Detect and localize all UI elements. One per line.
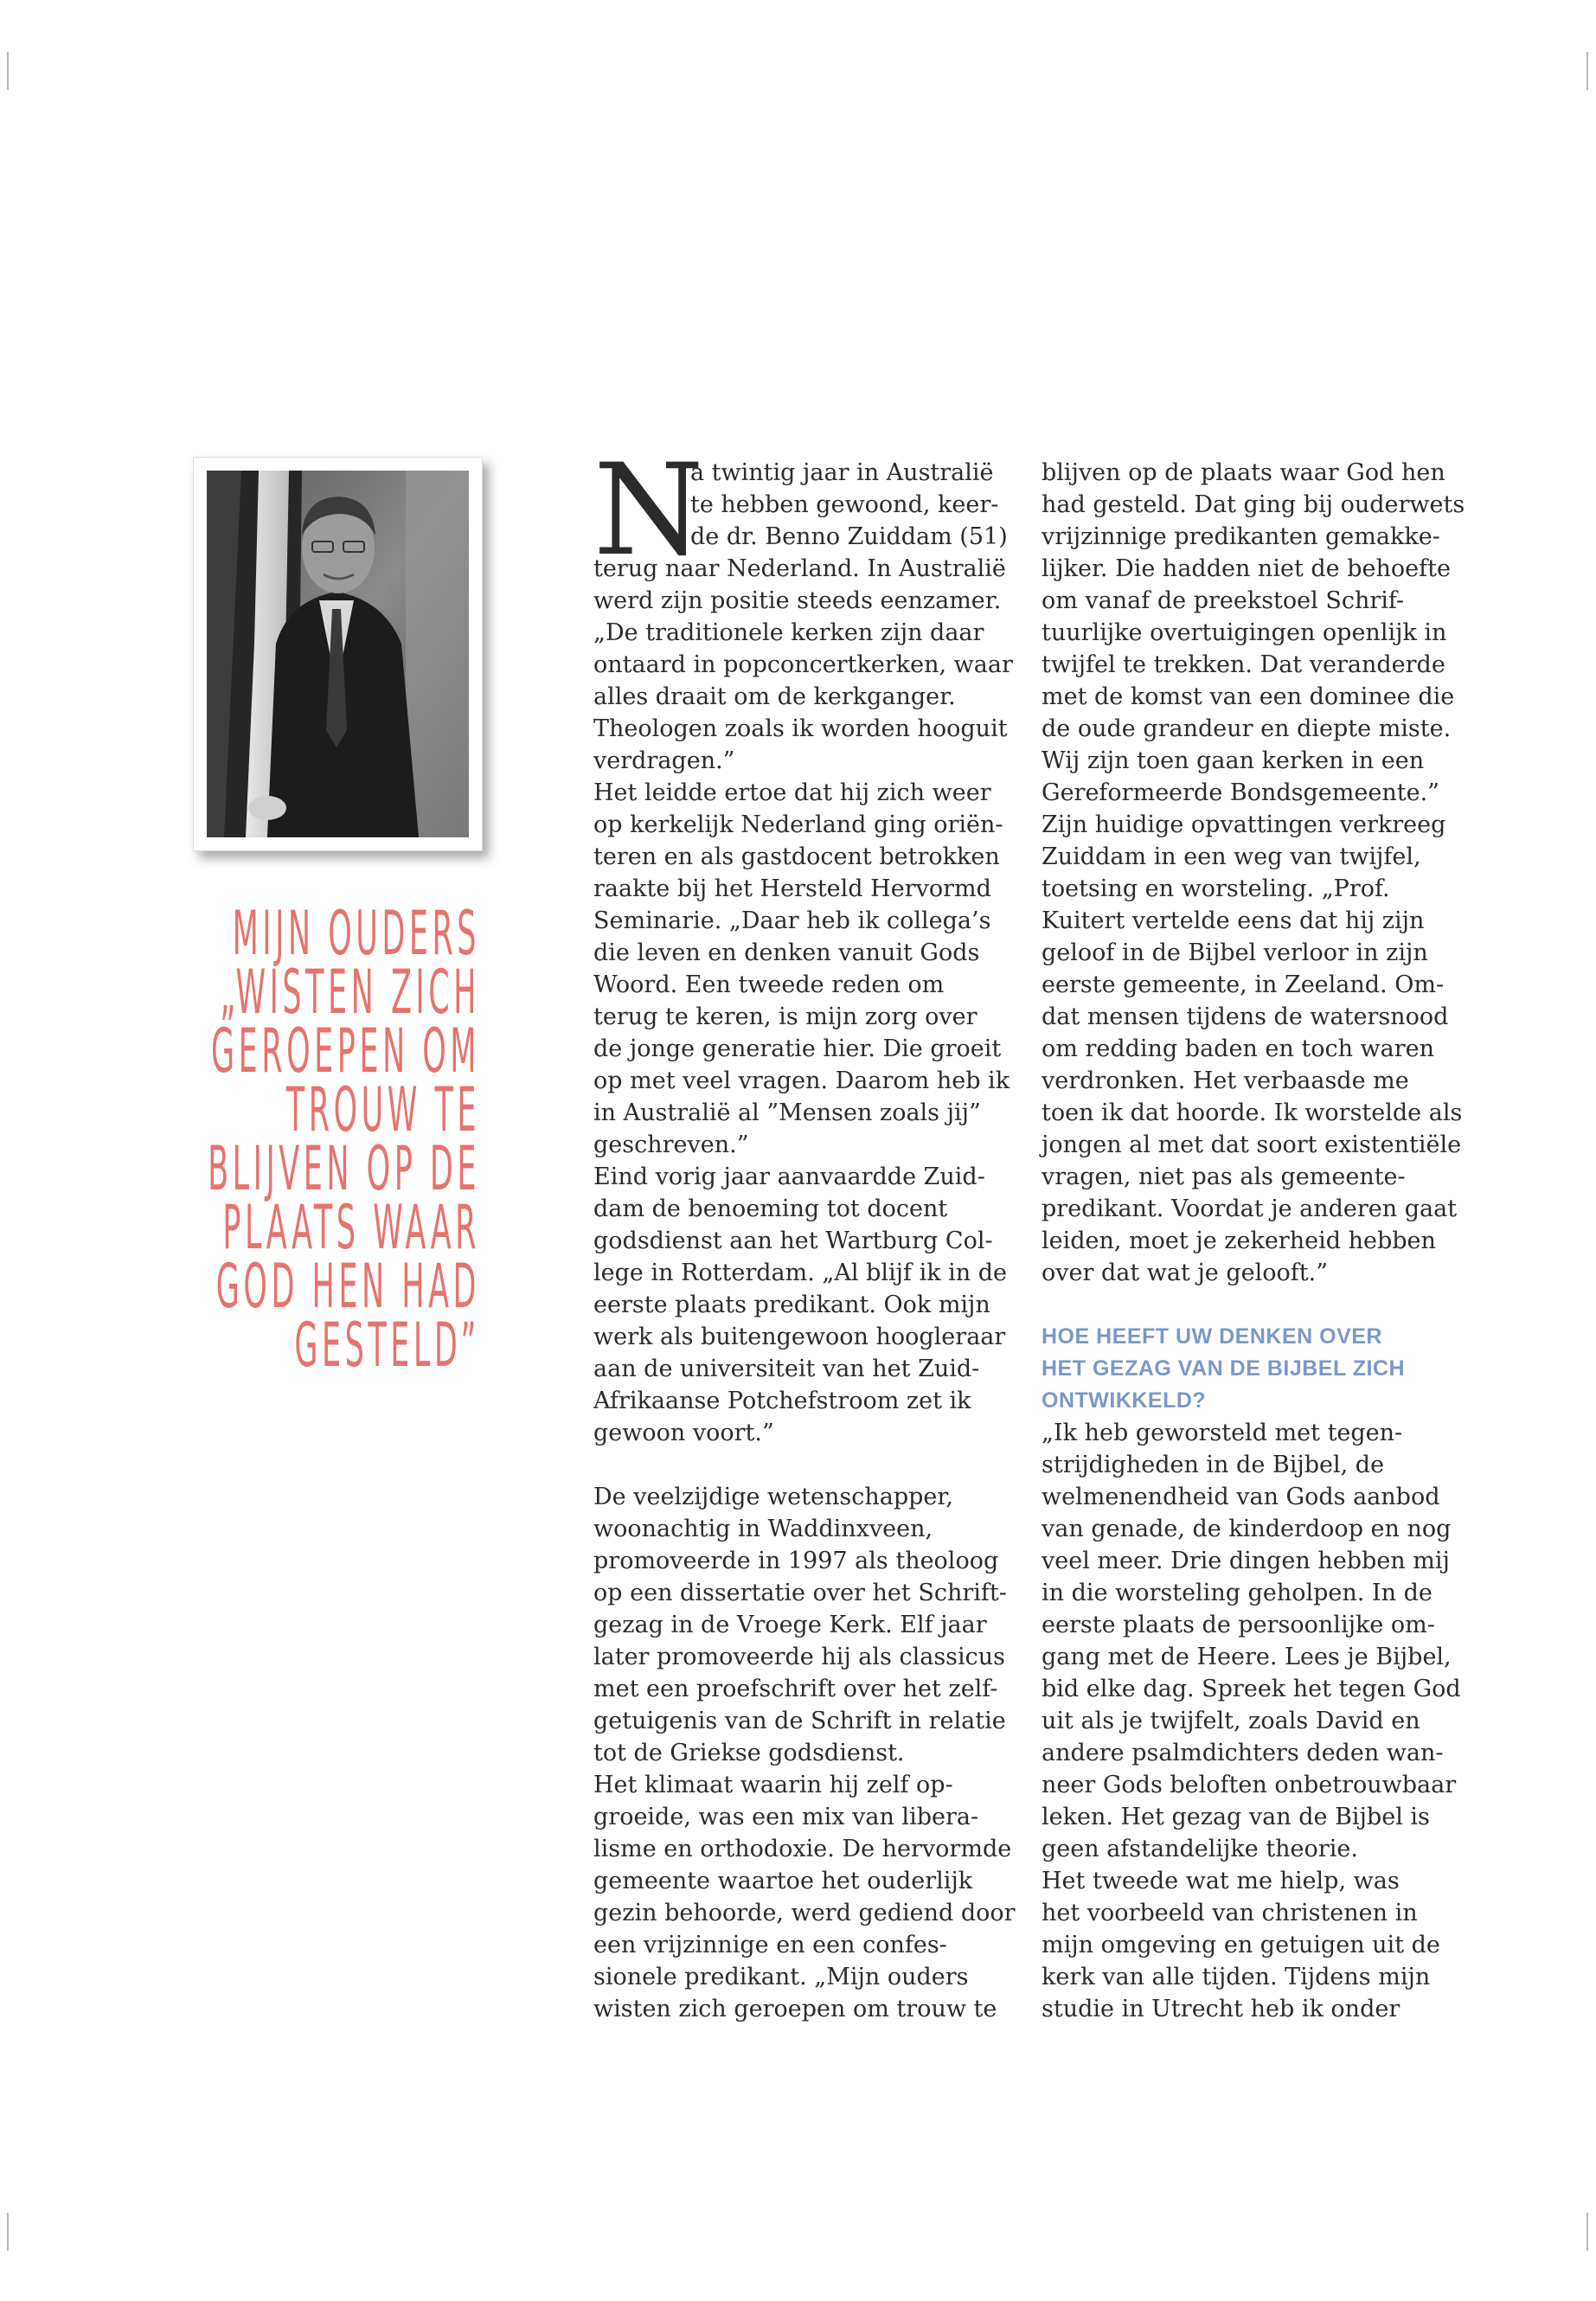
body-line: Theologen zoals ik worden hooguit — [593, 715, 1008, 742]
portrait-photo-frame — [193, 457, 483, 851]
body-line: gemeente waartoe het ouderlijk — [593, 1868, 973, 1894]
body-line: lijker. Die hadden niet de behoefte — [1042, 555, 1451, 582]
body-line: ontaard in popconcertkerken, waar — [593, 651, 1013, 678]
body-line: gezin behoorde, werd gediend door — [593, 1900, 1016, 1926]
body-line: om redding baden en toch waren — [1042, 1035, 1435, 1062]
body-line: vragen, niet pas als gemeente- — [1042, 1163, 1406, 1190]
body-line: eerste plaats de persoonlijke om- — [1042, 1612, 1435, 1638]
body-line: aan de universiteit van het Zuid- — [593, 1356, 980, 1382]
body-line: een vrijzinnige en een confes- — [593, 1932, 947, 1958]
body-line: gezag in de Vroege Kerk. Elf jaar — [593, 1612, 987, 1638]
body-line: bid elke dag. Spreek het tegen God — [1042, 1676, 1461, 1702]
body-line: dam de benoeming tot docent — [593, 1195, 948, 1222]
body-line: getuigenis van de Schrift in relatie — [593, 1708, 1006, 1734]
pull-quote-line: BLIJVEN OP DE — [208, 1133, 480, 1204]
body-line: groeide, was een mix van libera- — [593, 1804, 979, 1830]
body-line: raakte bij het Hersteld Hervormd — [593, 875, 991, 902]
body-line: had gesteld. Dat ging bij ouderwets — [1042, 491, 1465, 518]
body-line: Zijn huidige opvattingen verkreeg — [1042, 811, 1446, 838]
body-line: teren en als gastdocent betrokken — [593, 843, 1000, 870]
body-line: jongen al met dat soort existentiële — [1042, 1131, 1462, 1158]
body-line: a twintig jaar in Australië — [690, 459, 994, 486]
pull-quote-line: GEROEPEN OM — [211, 1016, 480, 1086]
body-line: De veelzijdige wetenschapper, — [593, 1484, 953, 1510]
body-line: „De traditionele kerken zijn daar — [593, 619, 984, 646]
body-line: neer Gods beloften onbetrouwbaar — [1042, 1772, 1457, 1798]
section-heading-line: HOE HEEFT UW DENKEN OVER — [1042, 1324, 1382, 1349]
body-line: geschreven.” — [593, 1131, 749, 1158]
body-line: de jonge generatie hier. Die groeit — [593, 1035, 1002, 1062]
body-line: verdronken. Het verbaasde me — [1042, 1067, 1409, 1094]
body-line: lisme en orthodoxie. De hervormde — [593, 1836, 1012, 1862]
body-line: op kerkelijk Nederland ging oriën- — [593, 811, 1003, 838]
body-line: wisten zich geroepen om trouw te — [593, 1996, 997, 2022]
body-line: godsdienst aan het Wartburg Col- — [593, 1227, 993, 1254]
body-line: de oude grandeur en diepte miste. — [1042, 715, 1452, 742]
body-line: in Australië al ”Mensen zoals jij” — [593, 1099, 981, 1126]
body-line: leiden, moet je zekerheid hebben — [1042, 1227, 1436, 1254]
article-column-2 — [1042, 457, 1465, 2025]
body-line: het voorbeeld van christenen in — [1042, 1900, 1418, 1926]
body-line: de dr. Benno Zuiddam (51) — [690, 523, 1008, 550]
body-line: Het klimaat waarin hij zelf op- — [593, 1772, 953, 1798]
body-line: veel meer. Drie dingen hebben mij — [1042, 1548, 1450, 1574]
section-heading-line: HET GEZAG VAN DE BIJBEL ZICH — [1042, 1356, 1406, 1381]
body-line: om vanaf de preekstoel Schrif- — [1042, 587, 1405, 614]
body-line: welmenendheid van Gods aanbod — [1042, 1484, 1440, 1510]
body-line: Woord. Een tweede reden om — [593, 971, 945, 998]
crop-mark-top-left — [7, 52, 9, 90]
section-heading-line: ONTWIKKELD? — [1042, 1388, 1207, 1413]
body-line: toen ik dat hoorde. Ik worstelde als — [1042, 1099, 1463, 1126]
pull-quote-line: GESTELD” — [294, 1310, 480, 1381]
body-line: eerste gemeente, in Zeeland. Om- — [1042, 971, 1445, 998]
body-line: gewoon voort.” — [593, 1420, 774, 1446]
body-line: in die worsteling geholpen. In de — [1042, 1580, 1433, 1606]
body-line: te hebben gewoond, keer- — [690, 491, 999, 518]
body-line: later promoveerde hij als classicus — [593, 1644, 1006, 1670]
body-line: met een proefschrift over het zelf- — [593, 1676, 998, 1702]
body-line: werd zijn positie steeds eenzamer. — [593, 587, 1002, 614]
body-line: geen afstandelijke theorie. — [1042, 1836, 1358, 1862]
body-line: werk als buitengewoon hoogleraar — [593, 1324, 1006, 1350]
body-line: andere psalmdichters deden wan- — [1042, 1740, 1444, 1766]
body-line: promoveerde in 1997 als theoloog — [593, 1548, 999, 1574]
body-line: strijdigheden in de Bijbel, de — [1042, 1452, 1385, 1478]
body-line: gang met de Heere. Lees je Bijbel, — [1042, 1644, 1452, 1670]
body-line: toetsing en worsteling. „Prof. — [1042, 875, 1390, 902]
body-line: terug te keren, is mijn zorg over — [593, 1003, 977, 1030]
body-line: Zuiddam in een weg van twijfel, — [1042, 843, 1421, 870]
body-line: tuurlijke overtuigingen openlijk in — [1042, 619, 1447, 646]
body-line: met de komst van een dominee die — [1042, 683, 1455, 710]
body-line: Gereformeerde Bondsgemeente.” — [1042, 779, 1439, 806]
pull-quote-line: „WISTEN ZICH — [220, 957, 480, 1028]
body-line: blijven op de plaats waar God hen — [1042, 459, 1445, 486]
body-line: Seminarie. „Daar heb ik collega’s — [593, 907, 991, 934]
body-line: predikant. Voordat je anderen gaat — [1042, 1195, 1458, 1222]
pull-quote-line: GOD HEN HAD — [215, 1251, 480, 1322]
body-line: Het tweede wat me hielp, was — [1042, 1868, 1400, 1894]
body-line: lege in Rotterdam. „Al blijf ik in de — [593, 1259, 1008, 1286]
body-line: op een dissertatie over het Schrift- — [593, 1580, 1007, 1606]
paragraph-gap — [593, 1449, 1000, 1481]
body-line: Kuitert vertelde eens dat hij zijn — [1042, 907, 1425, 934]
body-line: eerste plaats predikant. Ook mijn — [593, 1292, 990, 1318]
body-line: die leven en denken vanuit Gods — [593, 939, 980, 966]
body-line: alles draait om de kerkganger. — [593, 683, 956, 710]
article-column-1 — [593, 437, 1016, 2025]
body-line: woonachtig in Waddinxveen, — [593, 1516, 933, 1542]
pull-quote-line: MIJN OUDERS — [232, 898, 480, 969]
body-line: op met veel vragen. Daarom heb ik — [593, 1067, 1010, 1094]
body-line: uit als je twijfelt, zoals David en — [1042, 1708, 1420, 1734]
body-line: dat mensen tijdens de watersnood — [1042, 1003, 1449, 1030]
body-line: over dat wat je gelooft.” — [1042, 1259, 1329, 1286]
section-gap — [1042, 1289, 1457, 1321]
body-line: leken. Het gezag van de Bijbel is — [1042, 1804, 1430, 1830]
pull-quote-line: PLAATS WAAR — [222, 1192, 480, 1263]
body-line: „Ik heb geworsteld met tegen- — [1042, 1420, 1403, 1446]
body-line: kerk van alle tijden. Tijdens mijn — [1042, 1964, 1431, 1990]
crop-mark-bottom-right — [1586, 2213, 1588, 2251]
pull-quote-line: TROUW TE — [285, 1074, 480, 1145]
body-line: tot de Griekse godsdienst. — [593, 1740, 905, 1766]
body-line: geloof in de Bijbel verloor in zijn — [1042, 939, 1428, 966]
body-line: terug naar Nederland. In Australië — [593, 555, 1006, 582]
portrait-photo — [207, 471, 469, 837]
pull-quote — [121, 898, 480, 1381]
body-line: verdragen.” — [593, 747, 735, 774]
crop-mark-top-right — [1586, 52, 1588, 90]
body-line: Wij zijn toen gaan kerken in een — [1042, 747, 1425, 774]
body-line: vrijzinnige predikanten gemakke- — [1042, 523, 1440, 550]
body-line: van genade, de kinderdoop en nog — [1042, 1516, 1452, 1542]
body-line: studie in Utrecht heb ik onder — [1042, 1996, 1401, 2022]
body-line: twijfel te trekken. Dat veranderde — [1042, 651, 1445, 678]
crop-mark-bottom-left — [7, 2213, 9, 2251]
body-line: Eind vorig jaar aanvaardde Zuid- — [593, 1163, 985, 1190]
portrait-photo-icon — [207, 471, 469, 837]
body-line: sionele predikant. „Mijn ouders — [593, 1964, 969, 1990]
body-line: Het leidde ertoe dat hij zich weer — [593, 779, 991, 806]
drop-cap: N — [593, 437, 704, 584]
body-line: mijn omgeving en getuigen uit de — [1042, 1932, 1440, 1958]
body-line: Afrikaanse Potchefstroom zet ik — [593, 1388, 971, 1414]
